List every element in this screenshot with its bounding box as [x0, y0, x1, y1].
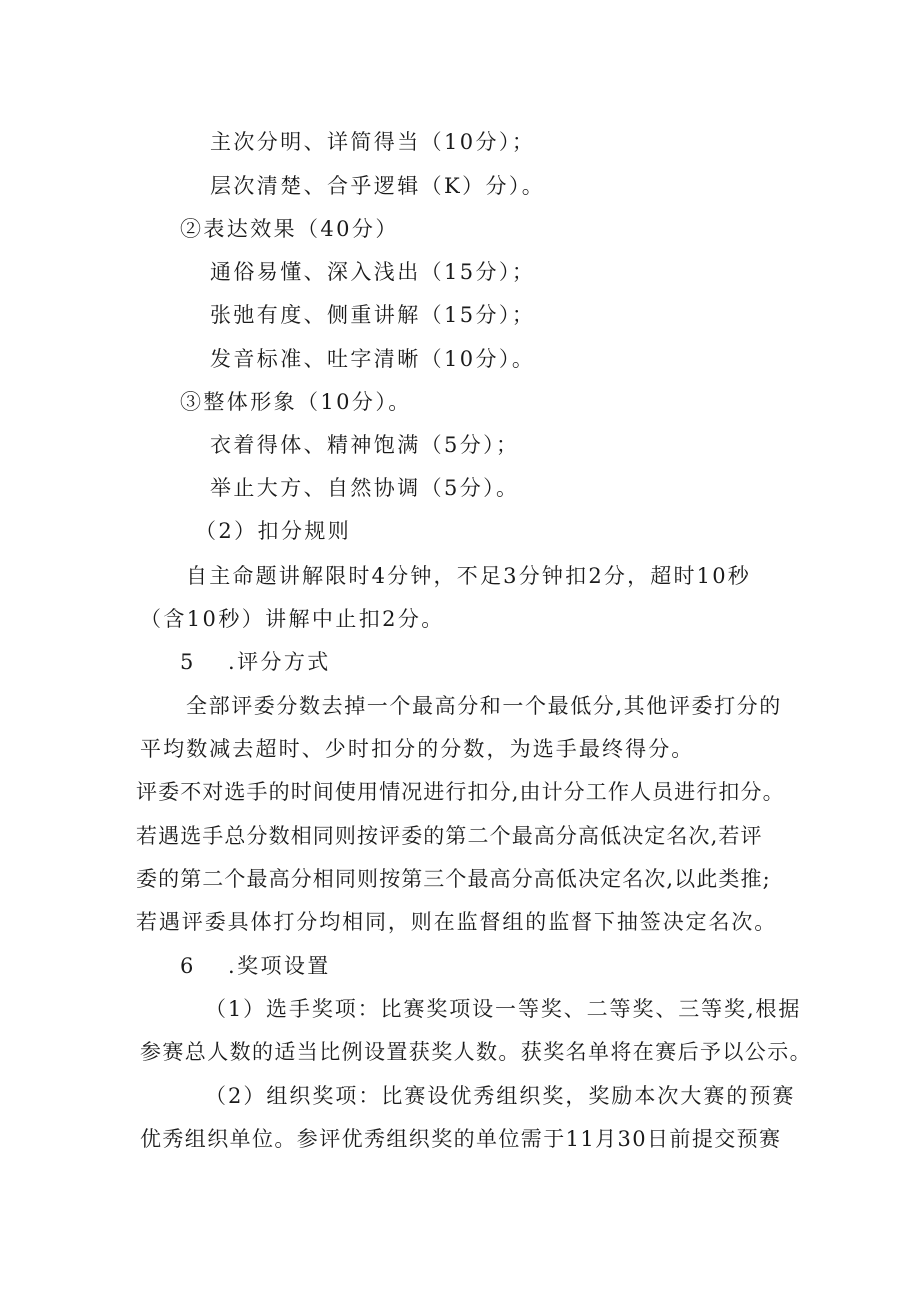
section-heading-expression: ②表达效果（40分） [180, 217, 399, 241]
heading-text: .评分方式 [228, 650, 331, 674]
criteria-line-manner: 举止大方、自然协调（5分）。 [210, 476, 520, 500]
paragraph-time-limit-line-2: （含10秒）讲解中止扣2分。 [140, 607, 445, 631]
paragraph-tiebreak-line-2: 委的第二个最高分相同则按第三个最高分高低决定名次,以此类推; [136, 867, 771, 891]
criteria-line-attire: 衣着得体、精神饱满（5分）； [210, 433, 520, 457]
criteria-line-logic: 层次清楚、合乎逻辑（K）分）。 [210, 174, 546, 198]
heading-number: 5 [180, 650, 196, 674]
paragraph-scoring-line-3: 评委不对选手的时间使用情况进行扣分,由计分工作人员进行扣分。 [136, 780, 785, 804]
paragraph-scoring-line-2: 平均数减去超时、少时扣分的分数，为选手最终得分。 [140, 737, 695, 761]
paragraph-player-awards-line-2: 参赛总人数的适当比例设置获奖人数。获奖名单将在赛后予以公示。 [140, 1040, 812, 1064]
paragraph-tiebreak-line-1: 若遇选手总分数相同则按评委的第二个最高分高低决定名次,若评 [136, 824, 763, 848]
heading-scoring-method [180, 648, 331, 676]
criteria-line-primary-secondary: 主次分明、详简得当（10分）； [210, 130, 536, 154]
criteria-line-pronunciation: 发音标准、吐字清晰（10分）。 [210, 347, 536, 371]
section-heading-image: ③整体形象（10分）。 [180, 390, 412, 414]
paragraph-time-limit-line-1: 自主命题讲解限时4分钟，不足3分钟扣2分，超时10秒 [186, 564, 752, 588]
paragraph-player-awards-line-1: （1）选手奖项：比赛奖项设一等奖、二等奖、三等奖,根据 [205, 997, 802, 1021]
paragraph-organization-awards-line-1: （2）组织奖项：比赛设优秀组织奖，奖励本次大赛的预赛 [205, 1084, 796, 1108]
heading-number: 6 [180, 954, 196, 978]
subheading-deduction-rules: （2）扣分规则 [195, 519, 352, 543]
heading-awards [180, 952, 331, 980]
criteria-line-pacing: 张弛有度、侧重讲解（15分）； [210, 303, 536, 327]
paragraph-scoring-line-1: 全部评委分数去掉一个最高分和一个最低分,其他评委打分的 [186, 694, 782, 718]
heading-text: .奖项设置 [228, 954, 331, 978]
criteria-line-plain-language: 通俗易懂、深入浅出（15分）； [210, 260, 536, 284]
paragraph-organization-awards-line-2: 优秀组织单位。参评优秀组织奖的单位需于11月30日前提交预赛 [140, 1127, 782, 1151]
paragraph-tiebreak-line-3: 若遇评委具体打分均相同，则在监督组的监督下抽签决定名次。 [136, 910, 778, 934]
